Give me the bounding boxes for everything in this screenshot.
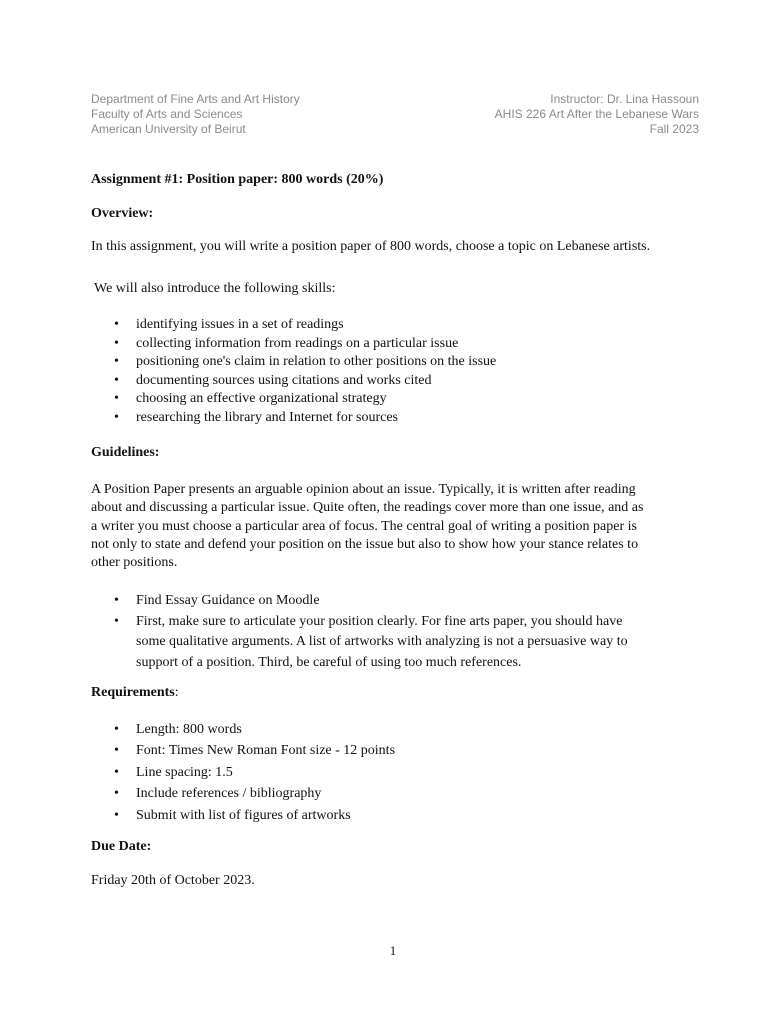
requirements-heading — [91, 685, 179, 701]
overview-text: In this assignment, you will write a position paper of 800 words, choose a topic on Lebanese artists. — [91, 239, 651, 254]
assignment-title: Assignment #1: Position paper: 800 words (20%) — [91, 172, 384, 187]
overview-heading: Overview: — [91, 206, 154, 221]
text-line: • First, make sure to articulate your position clearly. For fine arts paper, you should have — [136, 613, 623, 629]
text-line: A Position Paper presents an arguable opinion about an issue. Typically, it is written after reading — [91, 482, 636, 497]
instructor-name: Instructor: Dr. Lina Hassoun — [550, 92, 699, 106]
page-number: 1 — [389, 943, 397, 958]
list-item: • choosing an effective organizational strategy — [91, 390, 496, 409]
text-line: other positions. — [91, 555, 178, 571]
due-date-text: Friday 20th of October 2023. — [91, 873, 255, 888]
header-row — [91, 107, 699, 122]
document-header — [91, 92, 699, 137]
requirements-list — [91, 719, 395, 826]
text-line: not only to state and defend your position on the issue but also to show how your stance relates to — [91, 536, 639, 552]
list-item: • collecting information from readings on a particular issue — [91, 335, 496, 354]
list-item: • researching the library and Internet for sources — [91, 409, 496, 428]
text-line: support of a position. Third, be careful of using too much references. — [136, 654, 522, 670]
list-item: • documenting sources using citations and works cited — [91, 372, 496, 391]
semester: Fall 2023 — [649, 122, 699, 136]
skills-list — [91, 316, 496, 427]
list-item: • positioning one's claim in relation to other positions on the issue — [91, 353, 496, 372]
list-item: • Line spacing: 1.5 — [91, 762, 395, 783]
list-item: • Font: Times New Roman Font size - 12 points — [91, 740, 395, 761]
guidelines-heading: Guidelines: — [91, 445, 160, 460]
university-name: American University of Beirut — [91, 122, 246, 136]
faculty-name: Faculty of Arts and Sciences — [91, 107, 243, 121]
list-item: • Length: 800 words — [91, 719, 395, 740]
guidelines-list — [91, 591, 628, 673]
guidelines-text — [91, 481, 699, 572]
text-line: a writer you must choose a particular area of focus. The central goal of writing a position paper is — [91, 518, 637, 534]
list-item: • Find Essay Guidance on Moodle — [91, 591, 628, 612]
list-item: • identifying issues in a set of readings — [91, 316, 496, 335]
text-line: some qualitative arguments. A list of artworks with analyzing is not a persuasive way to — [136, 634, 628, 649]
list-item: • Submit with list of figures of artworks — [91, 805, 395, 826]
course-name: AHIS 226 Art After the Lebanese Wars — [494, 107, 699, 121]
due-date-heading: Due Date: — [91, 839, 152, 854]
skills-intro: We will also introduce the following skills: — [94, 281, 336, 296]
header-row — [91, 122, 699, 137]
header-row — [91, 92, 699, 107]
department-name: Department of Fine Arts and Art History — [91, 92, 300, 106]
requirements-label: Requirements — [91, 685, 175, 700]
requirements-colon: : — [174, 685, 179, 700]
list-item — [91, 612, 628, 674]
text-line: about and discussing a particular issue. Quite often, the readings cover more than one issue, and as — [91, 500, 644, 516]
list-item: • Include references / bibliography — [91, 783, 395, 804]
